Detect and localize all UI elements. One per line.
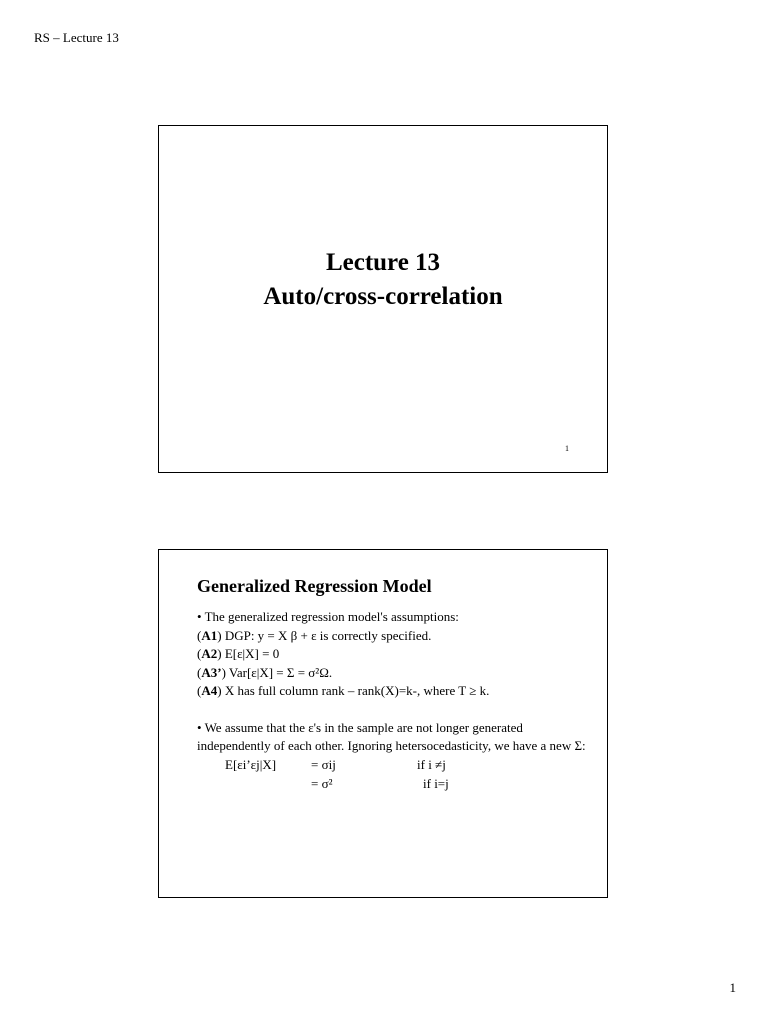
condition-value: = σij <box>311 756 336 772</box>
assumptions-intro: • The generalized regression model's assumptions: <box>197 609 459 624</box>
lecture-topic: Auto/cross-correlation <box>263 283 503 310</box>
assumption-label: A2 <box>201 646 218 661</box>
lecture-number: Lecture 13 <box>325 249 441 276</box>
slide-generalized-regression <box>158 549 608 898</box>
condition-case: if i=j <box>423 775 449 791</box>
condition-lhs: E[εi’εj|X] <box>225 756 277 772</box>
assumption-text: ) Var[ε|X] = Σ = σ²Ω. <box>221 664 333 680</box>
condition-value: = σ² <box>311 775 333 791</box>
slide-number: 1 <box>565 444 569 453</box>
page-number: 1 <box>729 980 736 995</box>
assumption-a4: (A4) X has full column rank – rank(X)=k-, where T ≥ k. <box>197 683 490 698</box>
slide-heading: Generalized Regression Model <box>197 576 432 596</box>
assumption-a2: (A2) E[ε|X] = 0 <box>197 646 280 661</box>
page-header: RS – Lecture 13 <box>34 30 119 45</box>
assumption-text: ) E[ε|X] = 0 <box>217 646 280 661</box>
assumption-paragraph: • We assume that the ε's in the sample are not longer generated independently of each other. Ignoring hetersocedasticity, we have a new Σ: <box>197 719 586 753</box>
condition-case: if i ≠j <box>417 756 446 772</box>
assumption-label: A3’ <box>201 664 222 680</box>
assumption-label: A4 <box>201 683 218 698</box>
slide-title-card <box>158 125 608 473</box>
condition-row-diag <box>197 775 593 794</box>
assumption-label: A1 <box>201 627 218 643</box>
condition-row-offdiag <box>197 756 593 775</box>
assumption-a3: (A3’) Var[ε|X] = Σ = σ²Ω. <box>197 664 333 680</box>
slide-title <box>159 246 607 314</box>
assumption-text: ) X has full column rank – rank(X)=k-, where T ≥ k. <box>217 683 490 698</box>
assumption-text: ) DGP: y = X β + ε is correctly specified. <box>217 627 432 643</box>
assumption-a1: (A1) DGP: y = X β + ε is correctly specified. <box>197 627 432 643</box>
slide-body <box>197 608 593 794</box>
